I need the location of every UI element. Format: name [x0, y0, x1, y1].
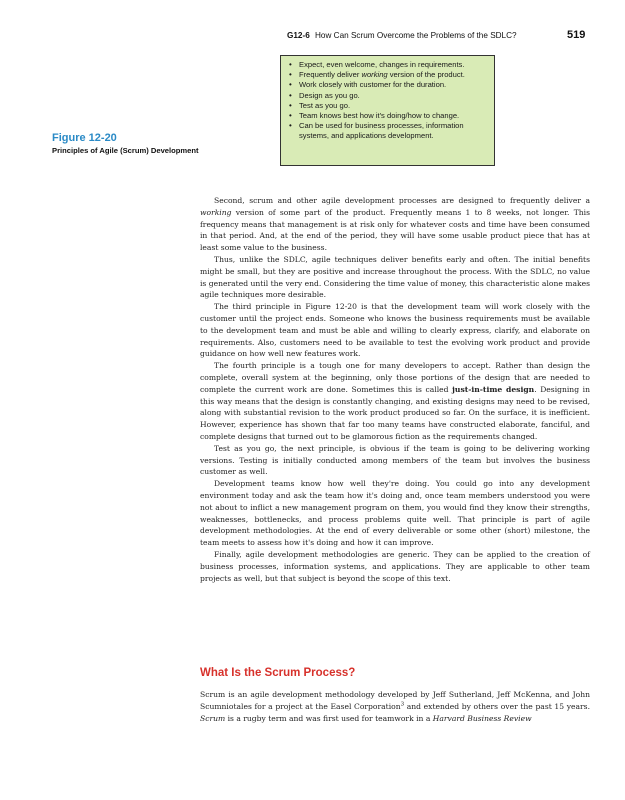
list-item: • Test as you go.	[289, 101, 488, 111]
section-body	[200, 689, 590, 724]
body-text	[200, 195, 590, 584]
footnote-ref: 3	[400, 701, 405, 708]
key-term: just-in-time design	[452, 384, 535, 394]
paragraph: Scrum is an agile development methodology developed by Jeff Sutherland, Jeff McKenna, and John Scumniotales for a project at the Easel Corporation$^3$ and extended by others over the past 15 years. Scrum is a rugby term and was first used for teamwork in a Harvard Business Review	[200, 690, 590, 723]
paragraph: Finally, agile development methodologies are generic. They can be applied to the creation of business processes, information systems, and applications. They are applicable to other team projects as well, but that subject is beyond the scope of this text.	[200, 549, 590, 583]
figure-number: Figure 12-20	[52, 132, 117, 144]
page-number: 519	[567, 29, 586, 41]
paragraph: Development teams know how well they're doing. You could go into any development environment today and ask the team how it's doing and, once team members understood you were not about to inflict a new management program on them, you would find they know their strengths, weaknesses, bottlenecks, and process problems quite well. That principle is part of agile development methodologies. At the end of every deliverable or some other (short) milestone, the team meets to assess how it's doing and how it can improve.	[200, 479, 590, 548]
principles-list	[289, 60, 488, 142]
list-item: • Can be used for business processes, information systems, and applications development.	[289, 121, 488, 141]
section-heading: What Is the Scrum Process?	[200, 667, 356, 679]
paragraph: Second, scrum and other agile development processes are designed to frequently deliver a working version of some part of the product. Frequently means 1 to 8 weeks, not longer. This frequency means that management is at risk only for whatever costs and time have been consumed in that period. And, at the end of the period, they will have some usable product piece that has at least some value to the business.	[200, 196, 590, 253]
list-item: • Frequently deliver working version of the product.	[289, 70, 488, 80]
running-title: How Can Scrum Overcome the Problems of the SDLC?	[315, 31, 517, 40]
page-header	[0, 29, 625, 43]
section-number: G12-6	[287, 31, 310, 40]
paragraph: The third principle in Figure 12-20 is that the development team will work closely with the customer until the project ends. Someone who knows the business requirements must be available to the development team and must be able and willing to clearly express, clarify, and elaborate on requirements. Also, customers need to be available to test the evolving work product and provide guidance on how well new features work.	[200, 302, 590, 359]
paragraph: The fourth principle is a tough one for many developers to accept. Rather than design the complete, overall system at the beginning, only those portions of the design that are needed to complete the current work are done. Sometimes this is called just-in-time design. Designing in this way means that the design is constantly changing, and existing designs may need to be revised, along with substantial revision to the work product produced so far. On the surface, it is inefficient. However, experience has shown that far too many teams have constructed elaborate, fanciful, and complete designs that turned out to be glamorous fiction as the requirements changed.	[200, 361, 591, 441]
figure-description: Principles of Agile (Scrum) Development	[52, 146, 199, 155]
list-item: • Work closely with customer for the duration.	[289, 80, 488, 90]
figure-caption	[52, 131, 232, 156]
list-item: • Expect, even welcome, changes in requirements.	[289, 60, 488, 70]
list-item: • Team knows best how it's doing/how to change.	[289, 111, 488, 121]
paragraph: Thus, unlike the SDLC, agile techniques deliver benefits early and often. The initial benefits might be small, but they are positive and increase throughout the process. With the SDLC, no value is generated until the very end. Considering the time value of money, this characteristic alone makes agile techniques more desirable.	[200, 254, 590, 300]
list-item: • Design as you go.	[289, 91, 488, 101]
figure-principles-box	[280, 55, 495, 166]
paragraph: Test as you go, the next principle, is obvious if the team is going to be delivering working versions. Testing is initially conducted among members of the team but involves the business customer as well.	[200, 443, 590, 477]
